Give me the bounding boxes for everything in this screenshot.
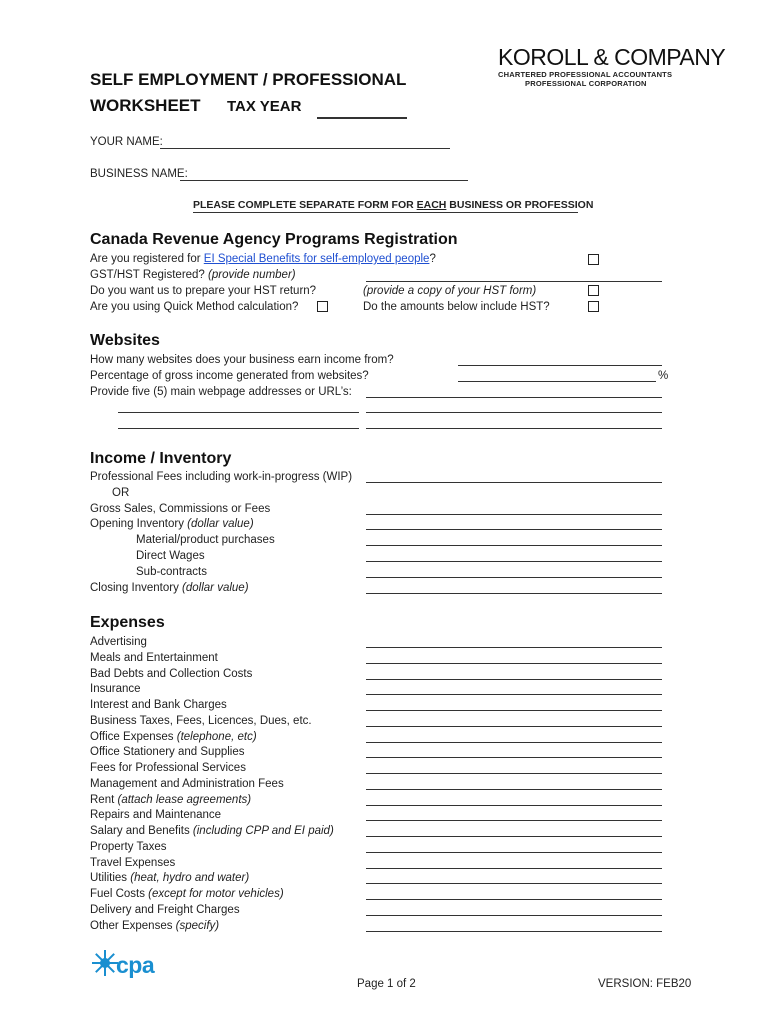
expense-item-note: (specify) (175, 920, 220, 932)
expense-item-note: (including CPP and EI paid) (192, 825, 334, 837)
expense-amount-field[interactable] (366, 663, 662, 664)
expense-item-label: Fuel Costs (90, 888, 149, 900)
expense-item-label: Rent (90, 794, 118, 806)
expense-item-label: Delivery and Freight Charges (90, 904, 240, 916)
income-item (90, 471, 352, 483)
expense-item-label: Repairs and Maintenance (90, 809, 222, 821)
company-logo-line2: PROFESSIONAL CORPORATION (525, 79, 647, 88)
income-item (136, 550, 205, 562)
income-field[interactable] (366, 482, 662, 483)
expense-item (90, 872, 249, 884)
page-title-line1: SELF EMPLOYMENT / PROFESSIONAL (90, 70, 407, 89)
expense-amount-field[interactable] (366, 773, 662, 774)
expense-item (90, 794, 251, 806)
income-field[interactable] (366, 514, 662, 515)
expense-item-label: Office Stationery and Supplies (90, 746, 245, 758)
quick-method-checkbox[interactable] (317, 301, 328, 312)
expense-item-note: (except for motor vehicles) (148, 888, 284, 900)
expense-item-label: Utilities (90, 872, 131, 884)
url-field-3[interactable] (366, 412, 662, 413)
separate-form-notice (193, 199, 593, 211)
company-logo-line1: CHARTERED PROFESSIONAL ACCOUNTANTS (498, 70, 673, 79)
gst-number-field[interactable] (366, 281, 662, 282)
expense-item (90, 683, 141, 695)
income-item-label: OR (112, 487, 130, 499)
income-field[interactable] (366, 577, 662, 578)
cpa-wordmark: cpa (116, 952, 155, 978)
expense-item-label: Travel Expenses (90, 857, 176, 869)
income-item-label: Opening Inventory (90, 518, 188, 530)
websites-url-question: Provide five (5) main webpage addresses or URL’s: (90, 386, 352, 398)
websites-percent-field[interactable] (458, 381, 656, 382)
expense-amount-field[interactable] (366, 757, 662, 758)
url-field-5[interactable] (366, 428, 662, 429)
expense-item (90, 857, 175, 869)
expense-item (90, 699, 227, 711)
income-item-note: (dollar value) (182, 582, 249, 594)
expense-item (90, 778, 284, 790)
expense-amount-field[interactable] (366, 820, 662, 821)
expense-amount-field[interactable] (366, 647, 662, 648)
websites-count-field[interactable] (458, 365, 662, 366)
expense-amount-field[interactable] (366, 726, 662, 727)
expense-item-label: Bad Debts and Collection Costs (90, 668, 253, 680)
business-name-label: BUSINESS NAME: (90, 168, 188, 180)
notice-underline (193, 212, 578, 213)
tax-year-label: TAX YEAR (227, 98, 302, 115)
income-item (136, 566, 207, 578)
expense-item (90, 731, 257, 743)
income-item (90, 503, 270, 515)
notice-emphasis: EACH (416, 199, 447, 211)
websites-heading: Websites (90, 332, 160, 349)
your-name-field[interactable] (160, 148, 450, 149)
url-field-4[interactable] (118, 428, 359, 429)
income-item-label: Closing Inventory (90, 582, 183, 594)
income-item-label: Direct Wages (136, 550, 205, 562)
expense-amount-field[interactable] (366, 789, 662, 790)
websites-percent-question: Percentage of gross income generated from websites? (90, 370, 369, 382)
income-item-label: Gross Sales, Commissions or Fees (90, 503, 271, 515)
expense-amount-field[interactable] (366, 868, 662, 869)
expense-item-label: Business Taxes, Fees, Licences, Dues, etc. (90, 715, 312, 727)
income-field[interactable] (366, 561, 662, 562)
expense-amount-field[interactable] (366, 679, 662, 680)
url-field-1[interactable] (366, 397, 662, 398)
expense-item-label: Office Expenses (90, 731, 177, 743)
income-item-note: (dollar value) (187, 518, 254, 530)
cra-question-quick-method: Are you using Quick Method calculation? (90, 301, 299, 313)
expense-item-label: Other Expenses (90, 920, 176, 932)
notice-text-post: BUSINESS OR PROFESSION (446, 199, 594, 211)
company-logo (498, 44, 725, 88)
cra-question-gst (90, 269, 296, 281)
hst-prepare-checkbox[interactable] (588, 285, 599, 296)
company-logo-wordmark: KOROLL & COMPANY (498, 44, 726, 70)
income-item-label: Material/product purchases (136, 534, 275, 546)
cra-question-ei (90, 253, 436, 265)
income-field[interactable] (366, 529, 662, 530)
expense-item-label: Interest and Bank Charges (90, 699, 227, 711)
ei-registered-checkbox[interactable] (588, 254, 599, 265)
expense-item (90, 746, 245, 758)
url-field-2[interactable] (118, 412, 359, 413)
income-heading: Income / Inventory (90, 450, 232, 467)
include-hst-checkbox[interactable] (588, 301, 599, 312)
expense-item (90, 762, 246, 774)
income-field[interactable] (366, 593, 662, 594)
expense-item-note: (attach lease agreements) (117, 794, 252, 806)
expense-amount-field[interactable] (366, 694, 662, 695)
expense-item (90, 841, 167, 853)
expense-item-label: Advertising (90, 636, 147, 648)
expense-item (90, 715, 312, 727)
income-field[interactable] (366, 545, 662, 546)
income-item (90, 582, 249, 594)
cpa-starburst-icon (92, 950, 118, 976)
expense-item (90, 920, 219, 932)
your-name-label: YOUR NAME: (90, 136, 163, 148)
version-label: VERSION: FEB20 (598, 978, 692, 990)
expense-item (90, 809, 221, 821)
income-item (112, 487, 129, 499)
cra-question-gst-note: (provide number) (208, 269, 296, 281)
expense-item (90, 668, 252, 680)
income-item (136, 534, 275, 546)
expense-item (90, 636, 147, 648)
expense-item (90, 904, 240, 916)
income-item-label: Professional Fees including work-in-progress (WIP) (90, 471, 353, 483)
income-item (90, 518, 254, 530)
expense-amount-field[interactable] (366, 742, 662, 743)
expenses-heading: Expenses (90, 614, 165, 631)
cra-question-gst-label: GST/HST Registered? (90, 269, 205, 281)
cra-question-include-hst: Do the amounts below include HST? (363, 301, 550, 313)
expense-amount-field[interactable] (366, 836, 662, 837)
expense-amount-field[interactable] (366, 805, 662, 806)
expense-amount-field[interactable] (366, 852, 662, 853)
page-title-line2: WORKSHEET (90, 96, 201, 115)
expense-amount-field[interactable] (366, 710, 662, 711)
expense-item-label: Meals and Entertainment (90, 652, 218, 664)
expense-item-label: Management and Administration Fees (90, 778, 284, 790)
expense-item-label: Salary and Benefits (90, 825, 193, 837)
expense-item-note: (heat, hydro and water) (130, 872, 250, 884)
ei-benefits-link[interactable]: EI Special Benefits for self-employed people (203, 253, 430, 265)
expense-item-label: Fees for Professional Services (90, 762, 246, 774)
expense-amount-field[interactable] (366, 915, 662, 916)
cra-heading: Canada Revenue Agency Programs Registration (90, 231, 458, 248)
business-name-field[interactable] (180, 180, 468, 181)
percent-unit: % (658, 370, 669, 382)
expense-item (90, 888, 284, 900)
expense-item-note: (telephone, etc) (176, 731, 257, 743)
cra-question-hst-prepare: Do you want us to prepare your HST return? (90, 285, 317, 297)
expense-item (90, 652, 218, 664)
expense-amount-field[interactable] (366, 899, 662, 900)
cra-question-hst-note: (provide a copy of your HST form) (363, 285, 537, 297)
expense-amount-field[interactable] (366, 931, 662, 932)
expense-item-label: Insurance (90, 683, 141, 695)
expense-amount-field[interactable] (366, 883, 662, 884)
notice-text-pre: PLEASE COMPLETE SEPARATE FORM FOR (193, 199, 417, 211)
tax-year-field[interactable] (317, 117, 407, 119)
cra-question-ei-post: ? (429, 253, 436, 265)
cra-question-ei-pre: Are you registered for (90, 253, 204, 265)
income-item-label: Sub-contracts (136, 566, 207, 578)
expense-item-label: Property Taxes (90, 841, 167, 853)
page-number: Page 1 of 2 (357, 978, 416, 990)
expense-item (90, 825, 334, 837)
websites-count-question: How many websites does your business earn income from? (90, 354, 394, 366)
